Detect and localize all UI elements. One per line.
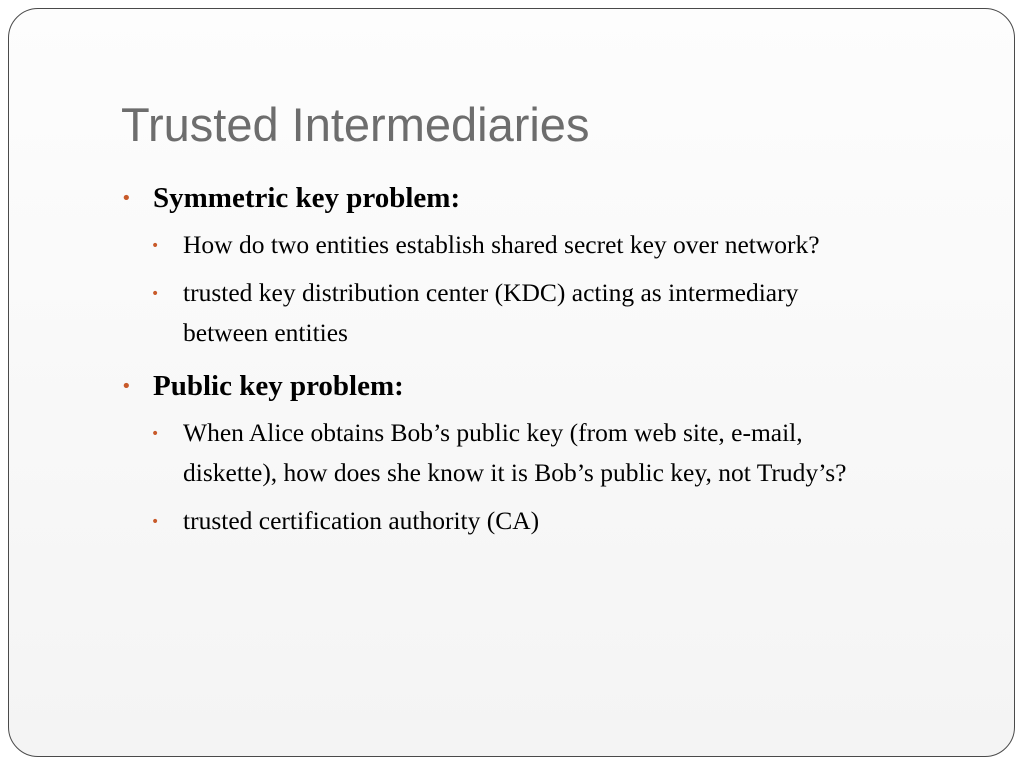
slide-frame — [8, 8, 1015, 757]
sub-bullet-ca — [9, 501, 863, 541]
bullet-dot-icon: • — [151, 426, 160, 442]
bullet-dot-icon: • — [151, 238, 160, 254]
bullet-public-key-problem — [9, 367, 1016, 405]
sub-bullet-text: trusted certification authority (CA) — [183, 506, 540, 535]
sub-bullet-alice-bob — [9, 413, 863, 493]
bullet-dot-icon: • — [151, 286, 160, 302]
bullet-dot-icon: • — [151, 514, 160, 530]
sub-bullet-text: How do two entities establish shared secret key over network? — [183, 230, 820, 259]
bullet-symmetric-key-problem — [9, 179, 1016, 217]
bullet-dot-icon: • — [121, 376, 132, 397]
bullet-dot-icon: • — [121, 188, 132, 209]
slide-title: Trusted Intermediaries — [121, 98, 590, 151]
bullet-heading: Symmetric key problem: — [153, 182, 461, 214]
slide-content — [9, 179, 1016, 541]
bullet-heading: Public key problem: — [153, 370, 404, 402]
sub-bullet-text: trusted key distribution center (KDC) acting as intermediary between entities — [183, 278, 799, 347]
sub-bullet-kdc — [9, 273, 863, 353]
sub-bullet-text: When Alice obtains Bob’s public key (from web site, e-mail, diskette), how does she know it is Bob’s public key, not Trudy’s? — [183, 418, 847, 487]
sub-bullet-shared-secret — [9, 225, 863, 265]
